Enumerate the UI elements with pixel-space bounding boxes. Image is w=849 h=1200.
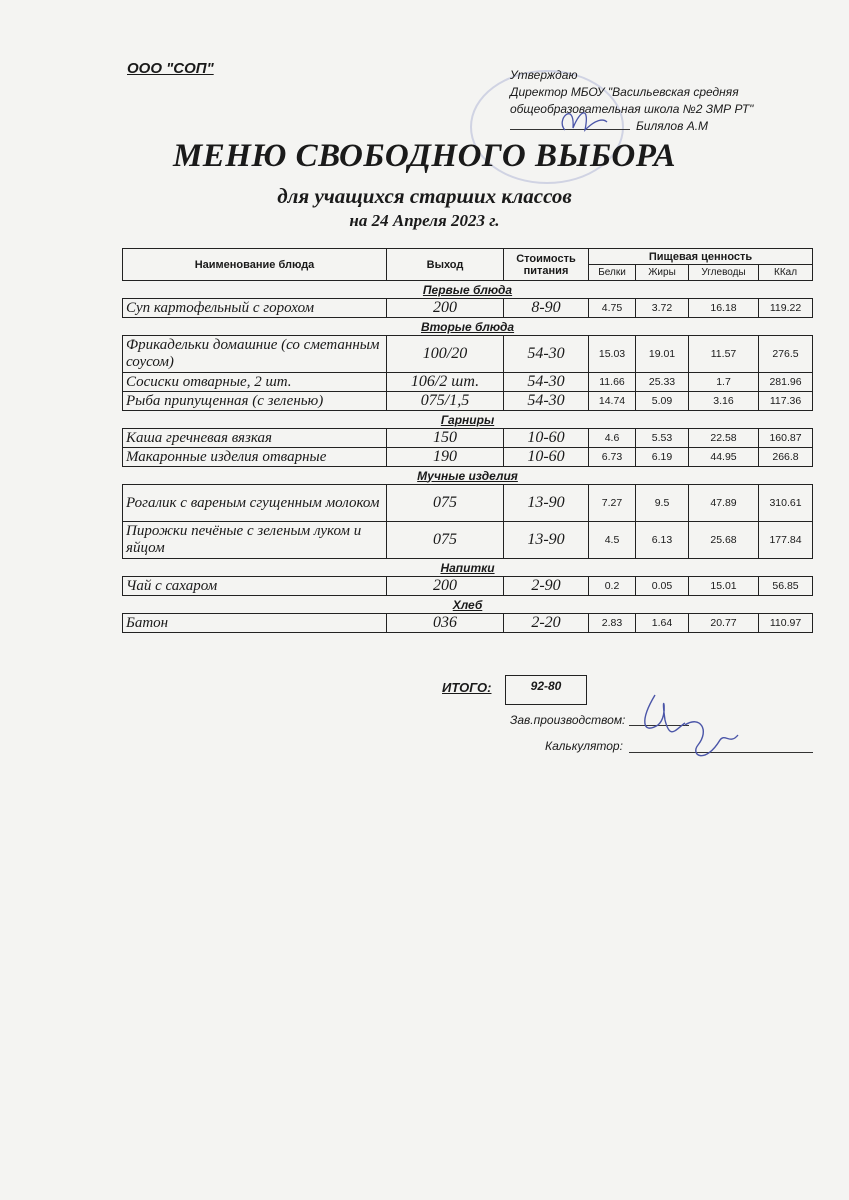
approval-signer: Билялов А.М [636,119,709,133]
dish-cost: 10-60 [504,429,589,448]
dish-cost: 10-60 [504,448,589,467]
dish-fat: 5.09 [636,392,689,411]
header-fat: Жиры [636,265,689,281]
dish-kcal: 177.84 [759,522,813,559]
table-row [123,429,813,448]
dish-carbs: 11.57 [689,336,759,373]
dish-name: Рогалик с вареным сгущенным молоком [123,485,387,522]
dish-output: 036 [387,614,504,633]
dish-cost: 54-30 [504,392,589,411]
dish-name: Батон [123,614,387,633]
dish-output: 150 [387,429,504,448]
dish-kcal: 160.87 [759,429,813,448]
dish-kcal: 276.5 [759,336,813,373]
dish-fat: 1.64 [636,614,689,633]
page-title: МЕНЮ СВОБОДНОГО ВЫБОРА [172,138,677,174]
dish-kcal: 56.85 [759,577,813,596]
approval-line-3: общеобразовательная школа №2 ЗМР РТ" [510,102,754,116]
header-kcal: ККал [759,265,813,281]
dish-carbs: 44.95 [689,448,759,467]
section-row [123,467,813,485]
total-label: ИТОГО: [442,680,492,695]
table-row [123,485,813,522]
section-title: Гарниры [123,411,813,429]
table-row [123,373,813,392]
company-name: ООО "СОП" [127,60,214,77]
dish-name: Суп картофельный с горохом [123,299,387,318]
dish-protein: 7.27 [589,485,636,522]
dish-carbs: 22.58 [689,429,759,448]
dish-name: Сосиски отварные, 2 шт. [123,373,387,392]
dish-fat: 6.19 [636,448,689,467]
dish-name: Чай с сахаром [123,577,387,596]
dish-output: 190 [387,448,504,467]
dish-output: 200 [387,299,504,318]
dish-cost: 13-90 [504,485,589,522]
header-output: Выход [387,249,504,281]
dish-cost: 2-20 [504,614,589,633]
menu-table [122,248,813,633]
section-row [123,281,813,299]
dish-kcal: 281.96 [759,373,813,392]
dish-kcal: 110.97 [759,614,813,633]
section-title: Хлеб [123,596,813,614]
dish-name: Пирожки печёные с зеленым луком и яйцом [123,522,387,559]
dish-carbs: 25.68 [689,522,759,559]
dish-output: 075 [387,522,504,559]
page-subtitle: для учащихся старших классов [277,184,572,208]
section-title: Мучные изделия [123,467,813,485]
dish-kcal: 310.61 [759,485,813,522]
header-carbs: Углеводы [689,265,759,281]
dish-fat: 25.33 [636,373,689,392]
table-row [123,336,813,373]
approval-line-1: Утверждаю [510,68,578,82]
header-protein: Белки [589,265,636,281]
dish-output: 075 [387,485,504,522]
dish-kcal: 119.22 [759,299,813,318]
section-row [123,411,813,429]
table-row [123,392,813,411]
dish-fat: 19.01 [636,336,689,373]
section-row [123,596,813,614]
dish-carbs: 3.16 [689,392,759,411]
dish-protein: 2.83 [589,614,636,633]
dish-carbs: 15.01 [689,577,759,596]
dish-output: 100/20 [387,336,504,373]
dish-cost: 2-90 [504,577,589,596]
dish-protein: 4.5 [589,522,636,559]
dish-protein: 6.73 [589,448,636,467]
dish-fat: 6.13 [636,522,689,559]
dish-cost: 54-30 [504,336,589,373]
section-title: Первые блюда [123,281,813,299]
dish-cost: 54-30 [504,373,589,392]
calculator-label: Калькулятор: [545,739,623,753]
dish-protein: 4.6 [589,429,636,448]
section-row [123,559,813,577]
table-row [123,448,813,467]
table-row [123,522,813,559]
section-row [123,318,813,336]
dish-name: Макаронные изделия отварные [123,448,387,467]
header-name: Наименование блюда [123,249,387,281]
section-title: Напитки [123,559,813,577]
dish-name: Рыба припущенная (с зеленью) [123,392,387,411]
menu-body [123,281,813,633]
dish-protein: 14.74 [589,392,636,411]
dish-carbs: 16.18 [689,299,759,318]
dish-fat: 3.72 [636,299,689,318]
menu-date: на 24 Апреля 2023 г. [349,211,500,230]
dish-name: Фрикадельки домашние (со сметанным соусом) [123,336,387,373]
dish-cost: 8-90 [504,299,589,318]
dish-carbs: 1.7 [689,373,759,392]
header-cost: Стоимость питания [504,249,589,281]
dish-protein: 4.75 [589,299,636,318]
approval-line-2: Директор МБОУ "Васильевская средняя [510,85,739,99]
dish-protein: 15.03 [589,336,636,373]
dish-carbs: 20.77 [689,614,759,633]
dish-output: 200 [387,577,504,596]
section-title: Вторые блюда [123,318,813,336]
dish-kcal: 117.36 [759,392,813,411]
table-row [123,577,813,596]
dish-carbs: 47.89 [689,485,759,522]
dish-output: 075/1,5 [387,392,504,411]
dish-fat: 0.05 [636,577,689,596]
director-signature [545,60,615,140]
table-row [123,614,813,633]
header-nutrition: Пищевая ценность [589,249,813,265]
dish-output: 106/2 шт. [387,373,504,392]
dish-kcal: 266.8 [759,448,813,467]
production-manager-label: Зав.производством: [510,713,626,727]
dish-protein: 0.2 [589,577,636,596]
dish-protein: 11.66 [589,373,636,392]
dish-name: Каша гречневая вязкая [123,429,387,448]
dish-fat: 5.53 [636,429,689,448]
dish-fat: 9.5 [636,485,689,522]
handwritten-signatures [630,675,750,775]
table-row [123,299,813,318]
total-value: 92-80 [505,675,587,705]
dish-cost: 13-90 [504,522,589,559]
